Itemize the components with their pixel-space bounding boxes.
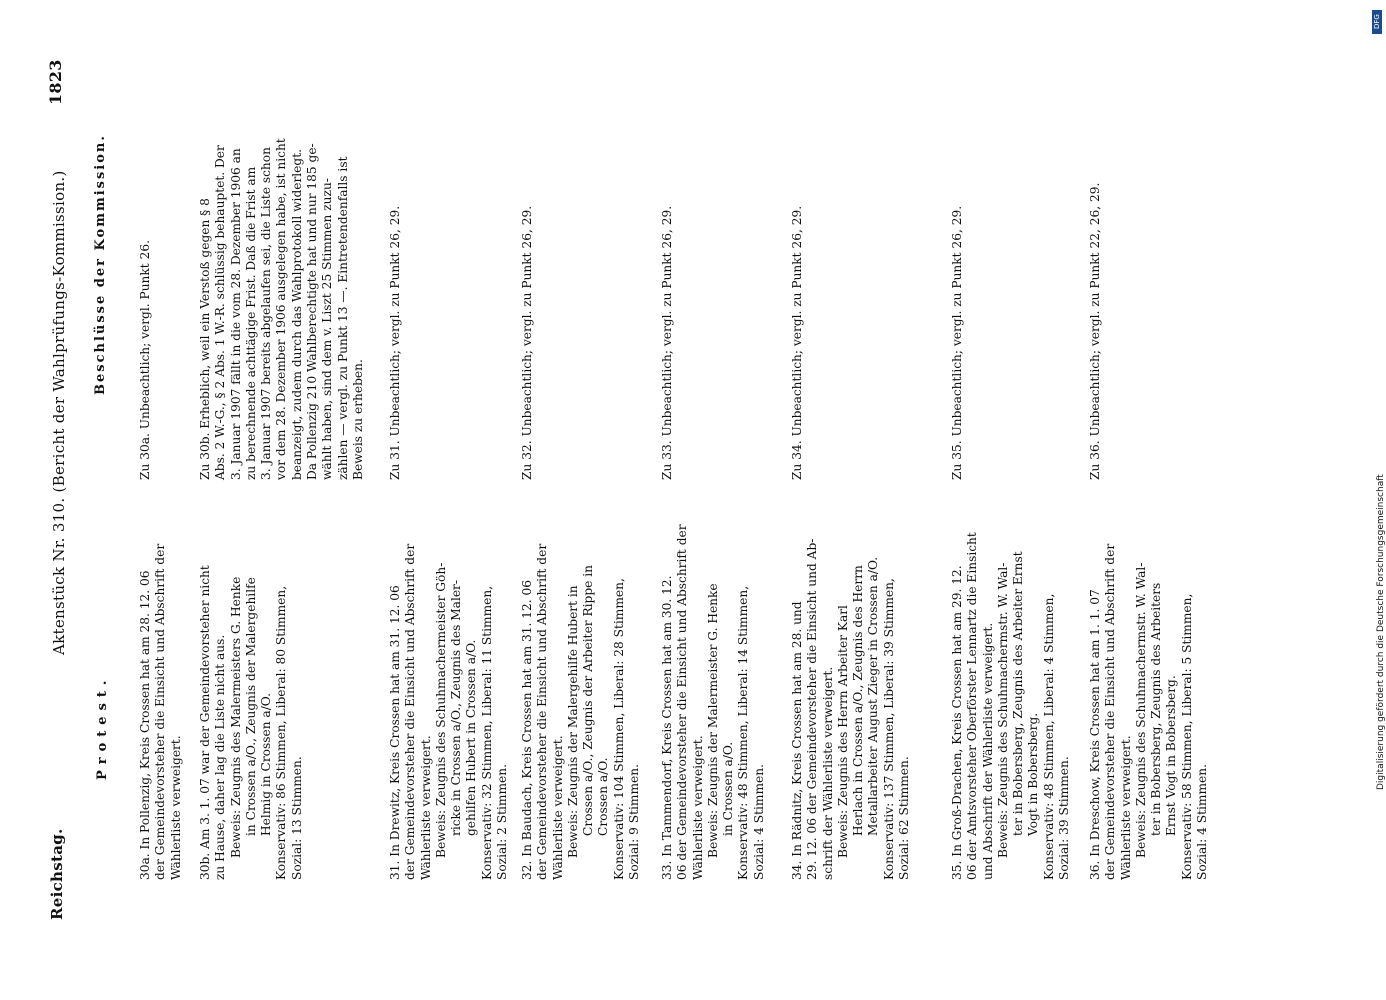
beschluss-entry [388, 206, 403, 480]
beschluss-line: Zu 32. Unbeachtlich; vergl. zu Punkt 26, 29. [520, 205, 534, 480]
beschluss-line: Zu 30b. Erheblich, weil ein Verstoß gegen § 8 [198, 198, 212, 480]
beschluss-line: Zu 31. Unbeachtlich; vergl. zu Punkt 26, 29. [388, 205, 402, 480]
protest-line: Metallarbeiter August Zieger in Crossen a/O. [866, 556, 881, 836]
protest-line: der Gemeindevorsteher die Einsicht und Abschrift der [1103, 543, 1118, 880]
protest-line: 06 der Gemeindevorsteher die Einsicht und Abschrift der [675, 524, 690, 880]
protest-line: 30b. Am 3. 1. 07 war der Gemeindevorsteher nicht [198, 565, 212, 880]
protest-line: 06 der Amtsvorsteher Oberförster Lennartz die Einsicht [965, 532, 980, 880]
beschluss-line: Beweis zu erheben. [350, 359, 365, 480]
protest-line: Konservativ: 48 Stimmen, Liberal: 14 Stimmen, [736, 585, 751, 880]
protest-entry [1088, 544, 1210, 880]
protest-line: ter in Bobersberg, Zeugnis des Arbeiters [1149, 582, 1164, 836]
protest-line: Beweis: Zeugnis des Herrn Arbeiter Karl [835, 605, 850, 858]
protest-line: Wählerliste verweigert. [550, 735, 565, 880]
protest-line: Sozial: 13 Stimmen. [289, 756, 304, 880]
beschluss-line: Zu 34. Unbeachtlich; vergl. zu Punkt 26, 29. [790, 205, 804, 480]
protest-line: zu Hause, daher lag die Liste nicht aus. [213, 634, 228, 880]
protest-line: 34. In Rädnitz, Kreis Crossen hat am 28. und [790, 601, 804, 880]
beschluss-line: zu berechnende achttägige Frist. Daß die Frist am [243, 166, 258, 480]
protest-line: ricke in Crossen a/O., Zeugnis des Maler- [449, 580, 464, 836]
protest-line: Wählerliste verweigert. [168, 735, 183, 880]
protest-entry [388, 544, 510, 880]
document-title: Aktenstück Nr. 310. (Bericht der Wahlprüfungs-Kommission.) [50, 170, 68, 655]
protest-line: Konservativ: 58 Stimmen, Liberal: 5 Stimmen, [1179, 593, 1194, 880]
protest-line: der Gemeindevorsteher die Einsicht und Abschrift der [153, 543, 168, 880]
protest-line: Beweis: Zeugnis des Malermeisters G. Henke [228, 576, 243, 858]
beschluss-line: zählen — vergl. zu Punkt 13 —. Eintretendenfalls ist [335, 156, 350, 480]
protest-line: Konservativ: 86 Stimmen, Liberal: 80 Stimmen, [274, 585, 289, 880]
beschluss-entry [138, 240, 153, 480]
protest-entry [790, 539, 912, 880]
beschluss-line: 3. Januar 1907 bereits abgelaufen sei, die Liste schon [259, 147, 274, 480]
protest-line: ter in Bobersberg, Zeugnis des Arbeiter Ernst [1011, 551, 1026, 836]
page-number: 1823 [46, 59, 65, 105]
protest-line: Konservativ: 48 Stimmen, Liberal: 4 Stimmen, [1041, 593, 1056, 880]
protest-line: 36. In Dreschow, Kreis Crossen hat am 1. 1. 07 [1088, 589, 1102, 880]
protest-line: Konservativ: 104 Stimmen, Liberal: 28 Stimmen, [611, 578, 626, 880]
protest-line: und Abschrift der Wählerliste verweigert. [980, 622, 995, 880]
beschluss-entry [950, 206, 965, 480]
protest-line: der Gemeindevorsteher die Einsicht und Abschrift der [535, 543, 550, 880]
protest-line: Sozial: 4 Stimmen. [1195, 764, 1210, 880]
beschluss-line: Abs. 2 W.-G., § 2 Abs. 1 W.-R. schlüssig behauptet. Der [213, 145, 228, 480]
protest-line: in Crossen a/O. [721, 741, 736, 836]
protest-line: Sozial: 9 Stimmen. [627, 764, 642, 880]
beschluss-line: beanzeigt, zudem durch das Wahlprotokoll widerlegt. [289, 149, 304, 480]
protest-line: Sozial: 39 Stimmen. [1057, 756, 1072, 880]
protest-entry [198, 565, 305, 880]
protest-line: Crossen a/O. [596, 757, 611, 836]
beschluss-entry [1088, 183, 1103, 480]
protest-line: 35. In Groß-Drachen, Kreis Crossen hat am 29. 12. [950, 565, 964, 880]
protest-line: 33. In Tammendorf, Kreis Crossen hat am 30. 12. [660, 575, 674, 880]
protest-entry [660, 524, 767, 880]
protest-line: Wählerliste verweigert. [418, 735, 433, 880]
beschluss-line: Zu 30a. Unbeachtlich; vergl. Punkt 26. [138, 240, 152, 480]
protest-line: Beweis: Zeugnis des Schuhmachermeister Göh- [433, 562, 448, 858]
beschluss-entry [520, 206, 535, 480]
protest-line: Crossen a/O., Zeugnis der Arbeiter Rippe in [581, 565, 596, 836]
protest-entry [138, 544, 184, 880]
protest-line: Wählerliste verweigert. [690, 735, 705, 880]
protest-line: Konservativ: 137 Stimmen, Liberal: 39 Stimmen, [881, 578, 896, 880]
protest-line: Konservativ: 32 Stimmen, Liberal: 11 Stimmen, [479, 585, 494, 880]
beschluss-line: Zu 35. Unbeachtlich; vergl. zu Punkt 26, 29. [950, 205, 964, 480]
protest-heading: Protest. [95, 674, 110, 780]
digitization-stamp: Digitalisierung gefördert durch die Deutsche Forschungsgemeinschaft [1376, 474, 1386, 790]
protest-line: 31. In Drewitz, Kreis Crossen hat am 31. 12. 06 [388, 585, 402, 880]
protest-line: 29. 12. 06 der Gemeindevorsteher die Einsicht und Ab- [805, 538, 820, 880]
dfg-logo: DFG [1372, 10, 1382, 34]
beschluss-line: vor dem 28. Dezember 1906 ausgelegen habe, ist nicht [274, 138, 289, 480]
beschluss-line: Zu 33. Unbeachtlich; vergl. zu Punkt 26, 29. [660, 205, 674, 480]
protest-line: der Gemeindevorsteher die Einsicht und Abschrift der [403, 543, 418, 880]
protest-line: Beweis: Zeugnis des Schuhmachermstr. W. Wal- [995, 562, 1010, 858]
beschluss-line: Da Pollenzig 210 Wahlberechtigte hat und nur 185 ge- [305, 143, 320, 480]
beschluss-entry [790, 206, 805, 480]
protest-line: Herlach in Crossen a/O., Zeugnis des Herrn [851, 565, 866, 836]
beschluss-entry [198, 138, 366, 480]
protest-line: Sozial: 2 Stimmen. [495, 764, 510, 880]
protest-line: in Crossen a/O., Zeugnis der Malergehilfe [243, 577, 258, 836]
protest-line: 30a. In Pollenzig, Kreis Crossen hat am 28. 12. 06 [138, 570, 152, 880]
protest-line: 32. In Baudach, Kreis Crossen hat am 31. 12. 06 [520, 579, 534, 880]
beschluss-entry [660, 206, 675, 480]
protest-line: Helmig in Crossen a/O. [259, 693, 274, 836]
protest-line: Sozial: 62 Stimmen. [897, 756, 912, 880]
protest-line: Wählerliste verweigert. [1118, 735, 1133, 880]
protest-line: Sozial: 4 Stimmen. [751, 764, 766, 880]
protest-line: Beweis: Zeugnis des Schuhmachermstr. W. Wal- [1133, 562, 1148, 858]
beschluss-line: Zu 36. Unbeachtlich; vergl. zu Punkt 22, 26, 29. [1088, 182, 1102, 480]
header-left: Reichstag. [48, 828, 66, 920]
protest-line: schrift der Wählerliste verweigert. [820, 666, 835, 880]
protest-line: Beweis: Zeugnis der Malergehilfe Hubert in [565, 585, 580, 858]
beschluss-heading: Beschlüsse der Kommission. [93, 134, 108, 395]
protest-line: gehilfen Hubert in Crossen a/O. [464, 639, 479, 836]
beschluss-line: 3. Januar 1907 fällt in die vom 28. Dezember 1906 an [228, 148, 243, 480]
protest-entry [950, 532, 1072, 880]
protest-line: Vogt in Bobersberg. [1026, 712, 1041, 836]
protest-line: Ernst Vogt in Bobersberg. [1164, 675, 1179, 836]
beschluss-line: wählt haben, sind dem v. Liszt 25 Stimmen zuzu- [320, 178, 335, 480]
protest-line: Beweis: Zeugnis der Malermeister G. Henke [705, 583, 720, 858]
protest-entry [520, 544, 642, 880]
